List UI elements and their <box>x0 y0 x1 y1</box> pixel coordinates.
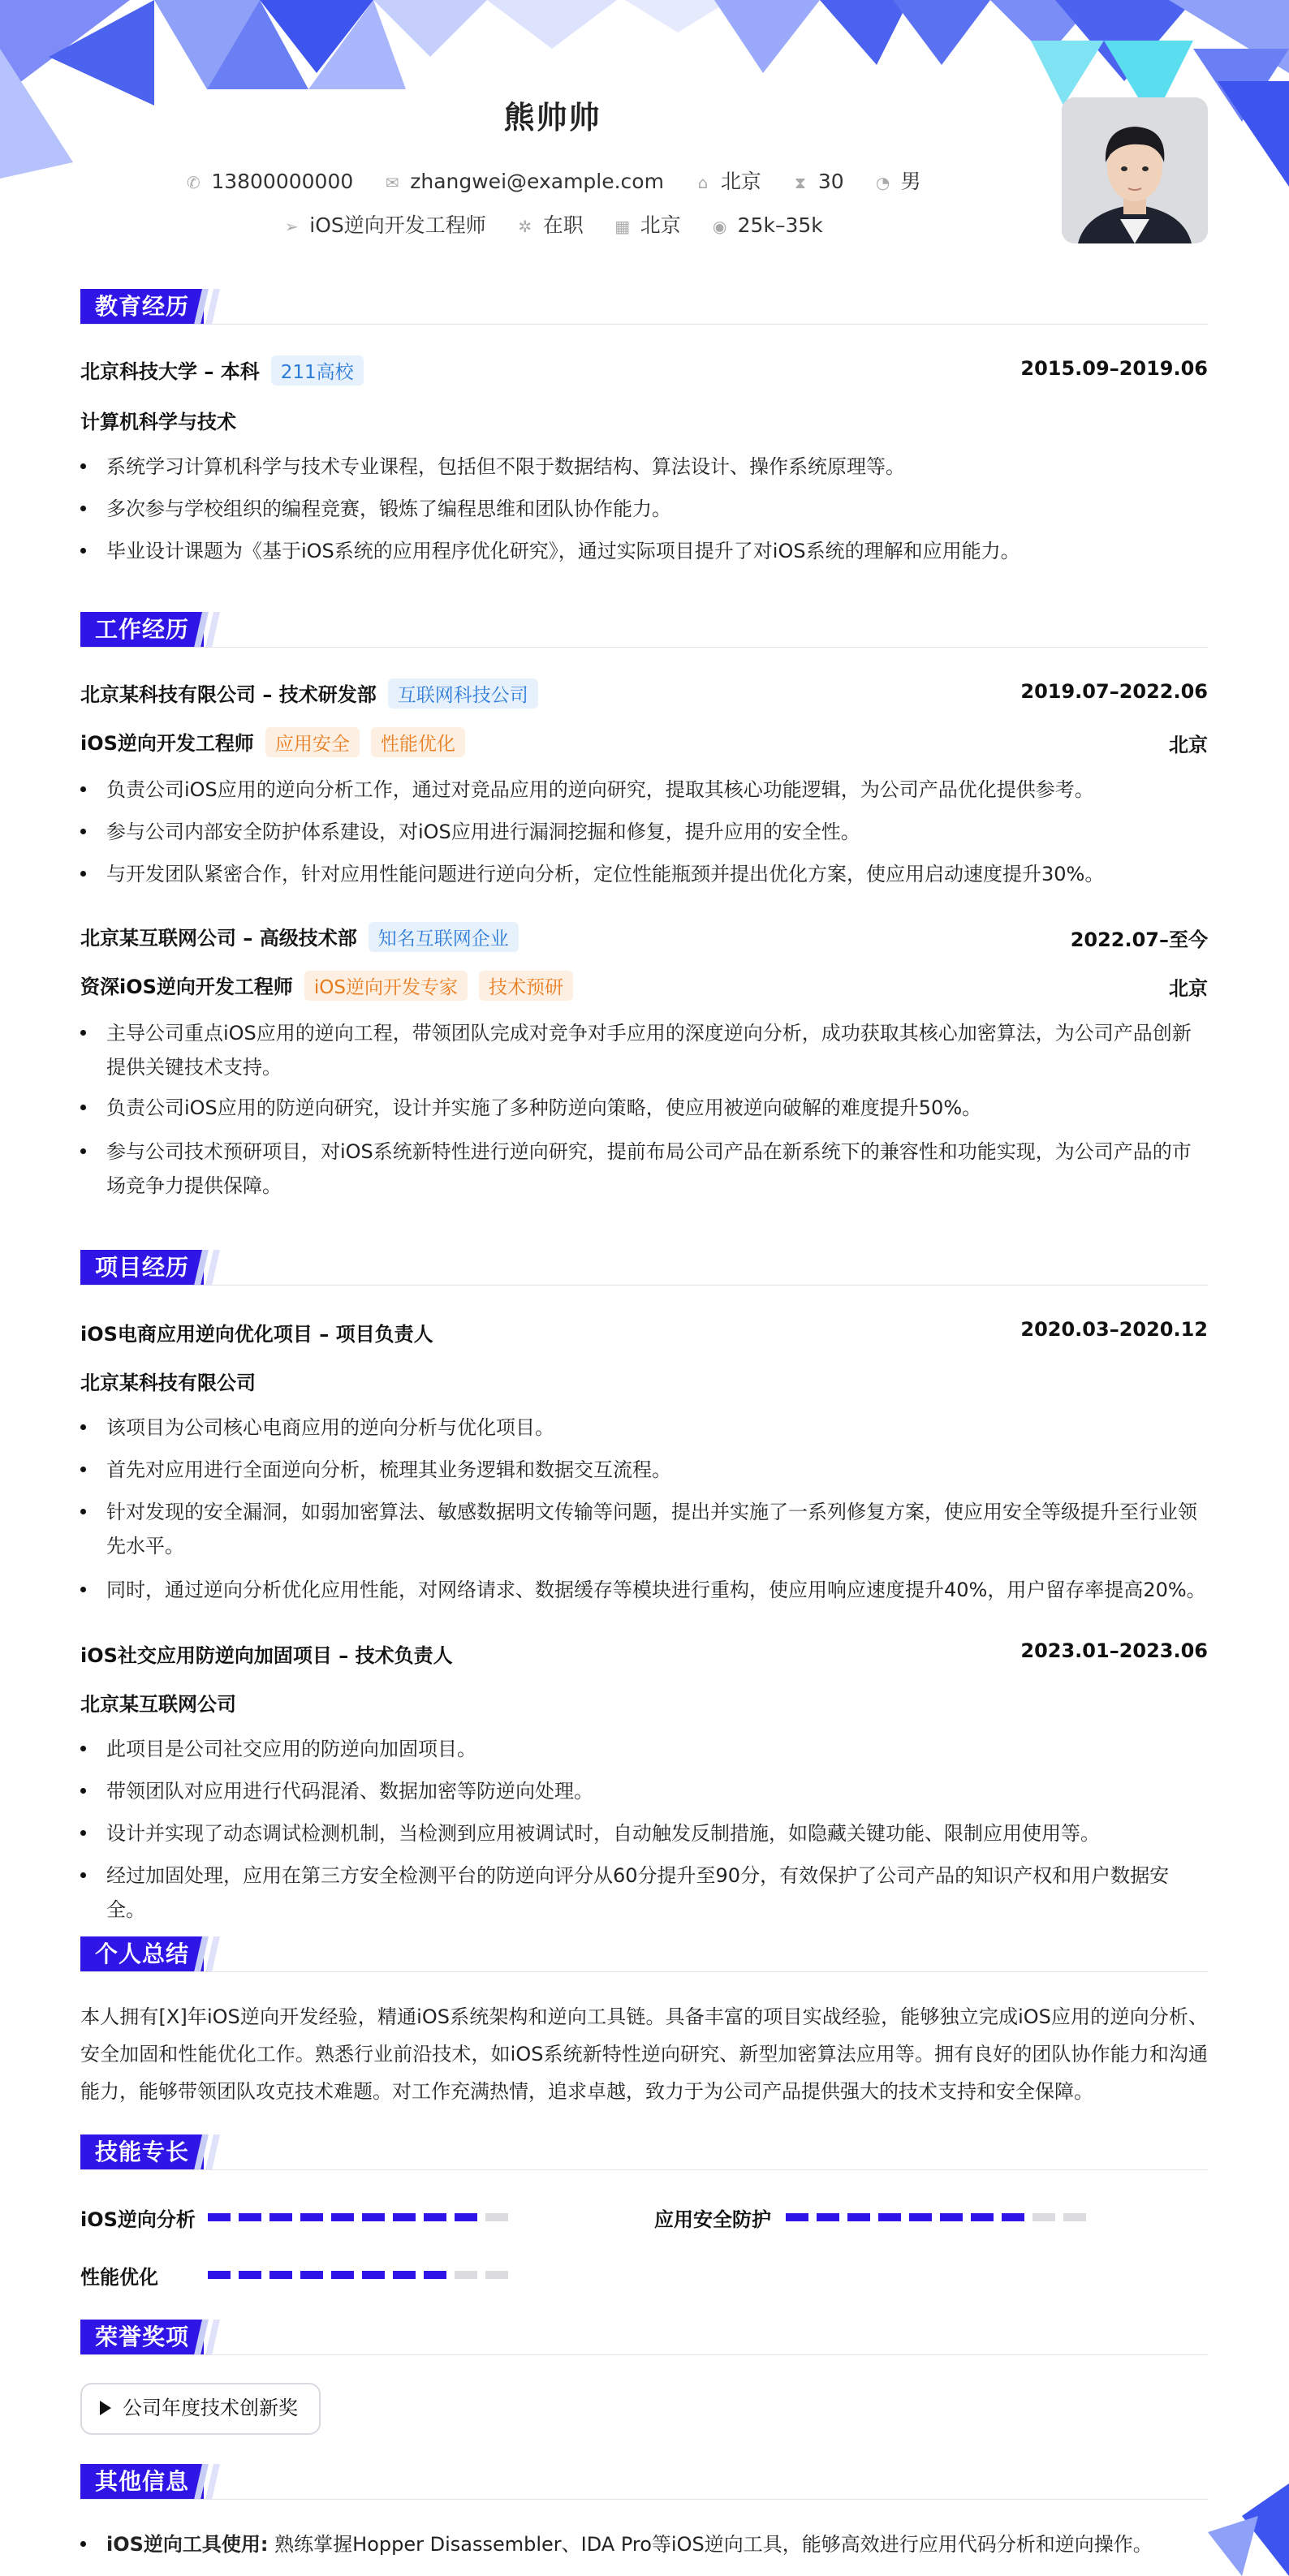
coin-icon: ◉ <box>712 217 727 236</box>
salary-item <box>710 213 823 237</box>
project-title: iOS电商应用逆向优化项目 – 项目负责人 <box>80 1323 433 1346</box>
skill-segment <box>331 2213 354 2221</box>
section-title-decoration <box>194 1250 226 1286</box>
skill-segment <box>424 2213 446 2221</box>
position-value: iOS逆向开发工程师 <box>309 213 486 237</box>
company-name: 北京某科技有限公司 – 技术研发部 <box>80 683 377 706</box>
skill-segment <box>239 2271 261 2279</box>
section-title-decoration <box>194 612 226 648</box>
list-item: 设计并实现了动态调试检测机制，当检测到应用被调试时，自动触发反制措施，如隐藏关键功能、限制应用使用等。 <box>80 1816 1208 1850</box>
skill-segment <box>485 2271 508 2279</box>
role-tag: 性能优化 <box>371 727 465 757</box>
section-title: 其他信息 <box>80 2464 204 2500</box>
list-item: 参与公司内部安全防护体系建设，对iOS应用进行漏洞挖掘和修复，提升应用的安全性。 <box>80 815 1208 849</box>
phone-item <box>183 170 353 193</box>
project-title: iOS社交应用防逆向加固项目 – 技术负责人 <box>80 1644 453 1667</box>
skill-segment <box>1002 2213 1024 2221</box>
list-item: 同时，通过逆向分析优化应用性能，对网络请求、数据缓存等模块进行重构，使应用响应速度提升40%，用户留存率提高20%。 <box>80 1573 1208 1607</box>
skill-segment <box>393 2271 416 2279</box>
other-text: 熟练掌握Hopper Disassembler、IDA Pro等iOS逆向工具，能够高效进行应用代码分析和逆向操作。 <box>274 2533 1153 2556</box>
company-name: 北京某互联网公司 – 高级技术部 <box>80 927 357 950</box>
education-major-row <box>80 406 1208 434</box>
status-item <box>515 209 584 239</box>
section-divider <box>80 324 1208 325</box>
section-title: 项目经历 <box>80 1250 204 1286</box>
list-item: 系统学习计算机科学与技术专业课程，包括但不限于数据结构、算法设计、操作系统原理等。 <box>80 450 1208 484</box>
skill-segment <box>909 2213 932 2221</box>
section-divider <box>80 2354 1208 2355</box>
avatar <box>1062 97 1208 243</box>
section-title-decoration <box>194 2134 226 2170</box>
list-item: 主导公司重点iOS应用的逆向工程，带领团队完成对竞争对手应用的深度逆向分析，成功获取其核心加密算法，为公司产品创新提供关键技术支持。 <box>80 1016 1208 1084</box>
section-divider <box>80 647 1208 648</box>
skill-segment <box>455 2213 477 2221</box>
education-date: 2015.09–2019.06 <box>1020 357 1208 380</box>
role-tag: iOS逆向开发专家 <box>304 971 468 1001</box>
section-title-decoration <box>194 289 226 325</box>
skill-segment <box>455 2271 477 2279</box>
skill-segment <box>817 2213 839 2221</box>
company-tag: 互联网科技公司 <box>388 678 538 709</box>
skill-level-bar <box>786 2213 1088 2221</box>
city-value: 北京 <box>640 213 681 237</box>
project-header <box>80 1639 1208 1668</box>
section-title: 教育经历 <box>80 289 204 325</box>
skill-segment <box>239 2213 261 2221</box>
section-title: 技能专长 <box>80 2134 204 2170</box>
project-company-row <box>80 1688 1208 1717</box>
work-city: 北京 <box>1169 977 1208 1000</box>
section-title-decoration <box>194 2464 226 2500</box>
skill-segment <box>424 2271 446 2279</box>
list-item: 负责公司iOS应用的逆向分析工作，通过对竞品应用的逆向研究，提取其核心功能逻辑，为公司产品优化提供参考。 <box>80 773 1208 807</box>
award-item <box>80 2383 321 2435</box>
age-value: 30 <box>817 170 844 193</box>
school-tag: 211高校 <box>271 355 364 386</box>
project-company: 北京某科技有限公司 <box>80 1372 256 1394</box>
mail-icon: ✉ <box>385 173 399 192</box>
building-icon: ▦ <box>614 217 631 236</box>
skill-segment <box>847 2213 870 2221</box>
skill-level-bar <box>208 2213 510 2221</box>
location-value: 北京 <box>720 170 761 193</box>
project-date: 2020.03–2020.12 <box>1020 1318 1208 1341</box>
list-item: 首先对应用进行全面逆向分析，梳理其业务逻辑和数据交互流程。 <box>80 1453 1208 1487</box>
project-header <box>80 1318 1208 1346</box>
skill-segment <box>362 2271 385 2279</box>
section-title: 荣誉奖项 <box>80 2320 204 2355</box>
status-icon: ✲ <box>518 217 532 236</box>
section-title-decoration <box>194 2320 226 2355</box>
project-company: 北京某互联网公司 <box>80 1693 236 1716</box>
gender-value: 男 <box>900 170 921 193</box>
phone-icon: ✆ <box>186 173 200 192</box>
gender-item <box>873 166 921 195</box>
role-tag: 应用安全 <box>265 727 360 757</box>
skill-segment <box>269 2213 292 2221</box>
major-name: 计算机科学与技术 <box>80 411 236 433</box>
section-title-decoration <box>194 1936 226 1972</box>
candidate-name: 熊帅帅 <box>503 100 601 136</box>
email-item <box>382 170 664 193</box>
school-name: 北京科技大学 – 本科 <box>80 360 260 383</box>
list-item: 该项目为公司核心电商应用的逆向分析与优化项目。 <box>80 1411 1208 1445</box>
hourglass-icon: ⧗ <box>794 173 806 192</box>
skill-segment <box>300 2213 323 2221</box>
work-role-row <box>80 727 1208 757</box>
skill-segment <box>393 2213 416 2221</box>
phone-value: 13800000000 <box>211 170 354 193</box>
list-item: 此项目是公司社交应用的防逆向加固项目。 <box>80 1732 1208 1766</box>
section-divider <box>80 1285 1208 1286</box>
avatar-portrait <box>1062 97 1208 243</box>
skill-segment <box>300 2271 323 2279</box>
skill-segment <box>878 2213 901 2221</box>
gender-icon: ◔ <box>875 173 890 192</box>
age-item <box>791 170 844 193</box>
job-intent-row <box>0 209 1105 239</box>
skill-label: 应用安全防护 <box>654 2208 771 2231</box>
section-title: 个人总结 <box>80 1936 204 1972</box>
company-tag: 知名互联网企业 <box>369 922 519 952</box>
email-value: zhangwei@example.com <box>410 170 664 193</box>
section-title: 工作经历 <box>80 612 204 648</box>
role-title: 资深iOS逆向开发工程师 <box>80 976 293 998</box>
position-item <box>282 209 486 239</box>
skill-segment <box>485 2213 508 2221</box>
status-value: 在职 <box>542 213 584 237</box>
list-item: 毕业设计课题为《基于iOS系统的应用程序优化研究》，通过实际项目提升了对iOS系统的理解和应用能力。 <box>80 534 1208 568</box>
other-label: iOS逆向工具使用: <box>106 2533 269 2556</box>
work-city: 北京 <box>1169 734 1208 756</box>
list-item: 与开发团队紧密合作，针对应用性能问题进行逆向分析，定位性能瓶颈并提出优化方案，使应用启动速度提升30%。 <box>80 857 1208 891</box>
skill-segment <box>1063 2213 1086 2221</box>
city-item <box>613 209 681 239</box>
home-icon: ⌂ <box>697 173 709 192</box>
section-work <box>80 612 1208 648</box>
skill-segment <box>940 2213 963 2221</box>
list-item: 针对发现的安全漏洞，如弱加密算法、敏感数据明文传输等问题，提出并实施了一系列修复方案，使应用安全等级提升至行业领先水平。 <box>80 1495 1208 1563</box>
list-item: 带领团队对应用进行代码混淆、数据加密等防逆向处理。 <box>80 1774 1208 1808</box>
project-company-row <box>80 1367 1208 1395</box>
section-education <box>80 289 1208 325</box>
section-divider <box>80 2499 1208 2500</box>
award-name: 公司年度技术创新奖 <box>123 2397 298 2419</box>
skill-label: iOS逆向分析 <box>80 2208 196 2231</box>
section-divider <box>80 1971 1208 1972</box>
work-header <box>80 922 1208 952</box>
education-header <box>80 355 1208 386</box>
skill-label: 性能优化 <box>80 2266 158 2289</box>
list-item: 多次参与学校组织的编程竞赛，锻炼了编程思维和团队协作能力。 <box>80 492 1208 526</box>
summary-text: 本人拥有[X]年iOS逆向开发经验，精通iOS系统架构和逆向工具链。具备丰富的项目实战经验，能够独立完成iOS应用的逆向分析、安全加固和性能优化工作。熟悉行业前沿技术，如iOS系统新特性逆向研究、新型加密算法应用等。拥有良好的团队协作能力和沟通能力，能够带领团队攻克技术难题。对工作充满热情，追求卓越，致力于为公司产品提供强大的技术支持和安全保障。 <box>80 2005 1208 2103</box>
work-role-row <box>80 971 1208 1001</box>
send-icon: ➢ <box>284 217 299 236</box>
skill-segment <box>362 2213 385 2221</box>
skill-segment <box>1032 2213 1055 2221</box>
skill-segment <box>331 2271 354 2279</box>
skill-segment <box>269 2271 292 2279</box>
skill-segment <box>971 2213 994 2221</box>
role-tag: 技术预研 <box>479 971 573 1001</box>
work-header <box>80 678 1208 709</box>
skill-segment <box>208 2213 231 2221</box>
salary-value: 25k–35k <box>737 213 823 237</box>
work-date: 2022.07–至今 <box>1070 928 1208 951</box>
work-date: 2019.07–2022.06 <box>1020 680 1208 703</box>
skill-segment <box>208 2271 231 2279</box>
section-awards <box>80 2320 1208 2355</box>
section-divider <box>80 2169 1208 2170</box>
skill-segment <box>786 2213 808 2221</box>
role-title: iOS逆向开发工程师 <box>80 732 254 755</box>
contact-row <box>0 166 1105 195</box>
list-item: 经过加固处理，应用在第三方安全检测平台的防逆向评分从60分提升至90分，有效保护了公司产品的知识产权和用户数据安全。 <box>80 1859 1208 1927</box>
section-summary <box>80 1936 1208 1972</box>
section-other <box>80 2464 1208 2500</box>
list-item: 负责公司iOS应用的防逆向研究，设计并实施了多种防逆向策略，使应用被逆向破解的难度提升50%。 <box>80 1091 1208 1125</box>
section-projects <box>80 1250 1208 1286</box>
skill-level-bar <box>208 2271 510 2279</box>
list-item <box>80 2527 1208 2561</box>
location-item <box>693 166 761 195</box>
play-icon <box>100 2401 111 2415</box>
list-item: 参与公司技术预研项目，对iOS系统新特性进行逆向研究，提前布局公司产品在新系统下的兼容性和功能实现，为公司产品的市场竞争力提供保障。 <box>80 1135 1208 1203</box>
project-date: 2023.01–2023.06 <box>1020 1639 1208 1662</box>
section-skills <box>80 2134 1208 2170</box>
